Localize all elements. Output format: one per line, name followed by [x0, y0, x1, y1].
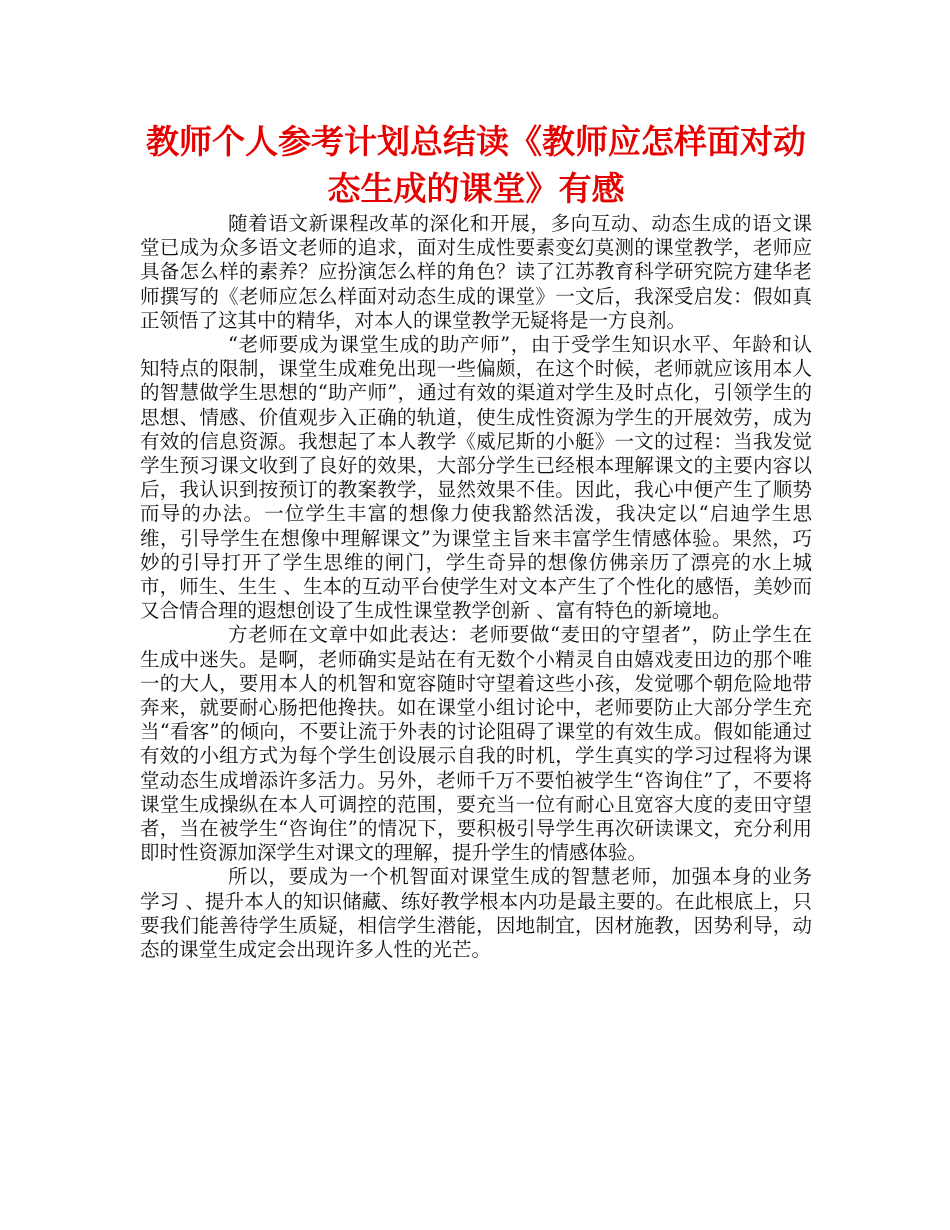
document-body [140, 212, 812, 962]
paragraph-2: “老师要成为课堂生成的助产师”，由于受学生知识水平、年龄和认知特点的限制，课堂生成难免出现一些偏颇，在这个时候，老师就应该用本人的智慧做学生思想的“助产师”，通过有效的渠道对学生及时点化，引领学生的思想、情感、价值观步入正确的轨道，使生成性资源为学生的开展效劳，成为有效的信息资源。我想起了本人教学《威尼斯的小艇》一文的过程：当我发觉学生预习课文收到了良好的效果，大部分学生已经根本理解课文的主要内容以后，我认识到按预订的教案教学，显然效果不佳。因此，我心中便产生了顺势而导的办法。一位学生丰富的想像力使我豁然活泼，我决定以“启迪学生思维，引导学生在想像中理解课文”为课堂主旨来丰富学生情感体验。果然，巧妙的引导打开了学生思维的闸门，学生奇异的想像仿佛亲历了漂亮的水上城市，师生、生生 、生本的互动平台使学生对文本产生了个性化的感悟，美妙而又合情合理的遐想创设了生成性课堂教学创新 、富有特色的新境地。 [140, 333, 812, 623]
document-title: 教师个人参考计划总结读《教师应怎样面对动态生成的课堂》有感 [146, 122, 806, 208]
document-page [140, 118, 812, 962]
paragraph-1: 随着语文新课程改革的深化和开展，多向互动、动态生成的语文课堂已成为众多语文老师的追求，面对生成性要素变幻莫测的课堂教学，老师应具备怎么样的素养？应扮演怎么样的角色？读了江苏教育科学研究院方建华老师撰写的《老师应怎么样面对动态生成的课堂》一文后，我深受启发：假如真正领悟了这其中的精华，对本人的课堂教学无疑将是一方良剂。 [140, 212, 812, 332]
paragraph-4: 所以，要成为一个机智面对课堂生成的智慧老师，加强本身的业务学习 、提升本人的知识储藏、练好教学根本内功是最主要的。在此根底上，只要我们能善待学生质疑，相信学生潜能，因地制宜，因材施教，因势利导，动态的课堂生成定会出现许多人性的光芒。 [140, 865, 812, 962]
paragraph-3: 方老师在文章中如此表达：老师要做“麦田的守望者”，防止学生在生成中迷失。是啊，老师确实是站在有无数个小精灵自由嬉戏麦田边的那个唯一的大人，要用本人的机智和宽容随时守望着这些小孩，发觉哪个朝危险地带奔来，就要耐心肠把他搀扶。如在课堂小组讨论中，老师要防止大部分学生充当“看客”的倾向，不要让流于外表的讨论阻碍了课堂的有效生成。假如能通过有效的小组方式为每个学生创设展示自我的时机，学生真实的学习过程将为课堂动态生成增添许多活力。另外，老师千万不要怕被学生“咨询住”了，不要将课堂生成操纵在本人可调控的范围，要充当一位有耐心且宽容大度的麦田守望者，当在被学生“咨询住”的情况下，要积极引导学生再次研读课文，充分利用即时性资源加深学生对课文的理解，提升学生的情感体验。 [140, 623, 812, 865]
